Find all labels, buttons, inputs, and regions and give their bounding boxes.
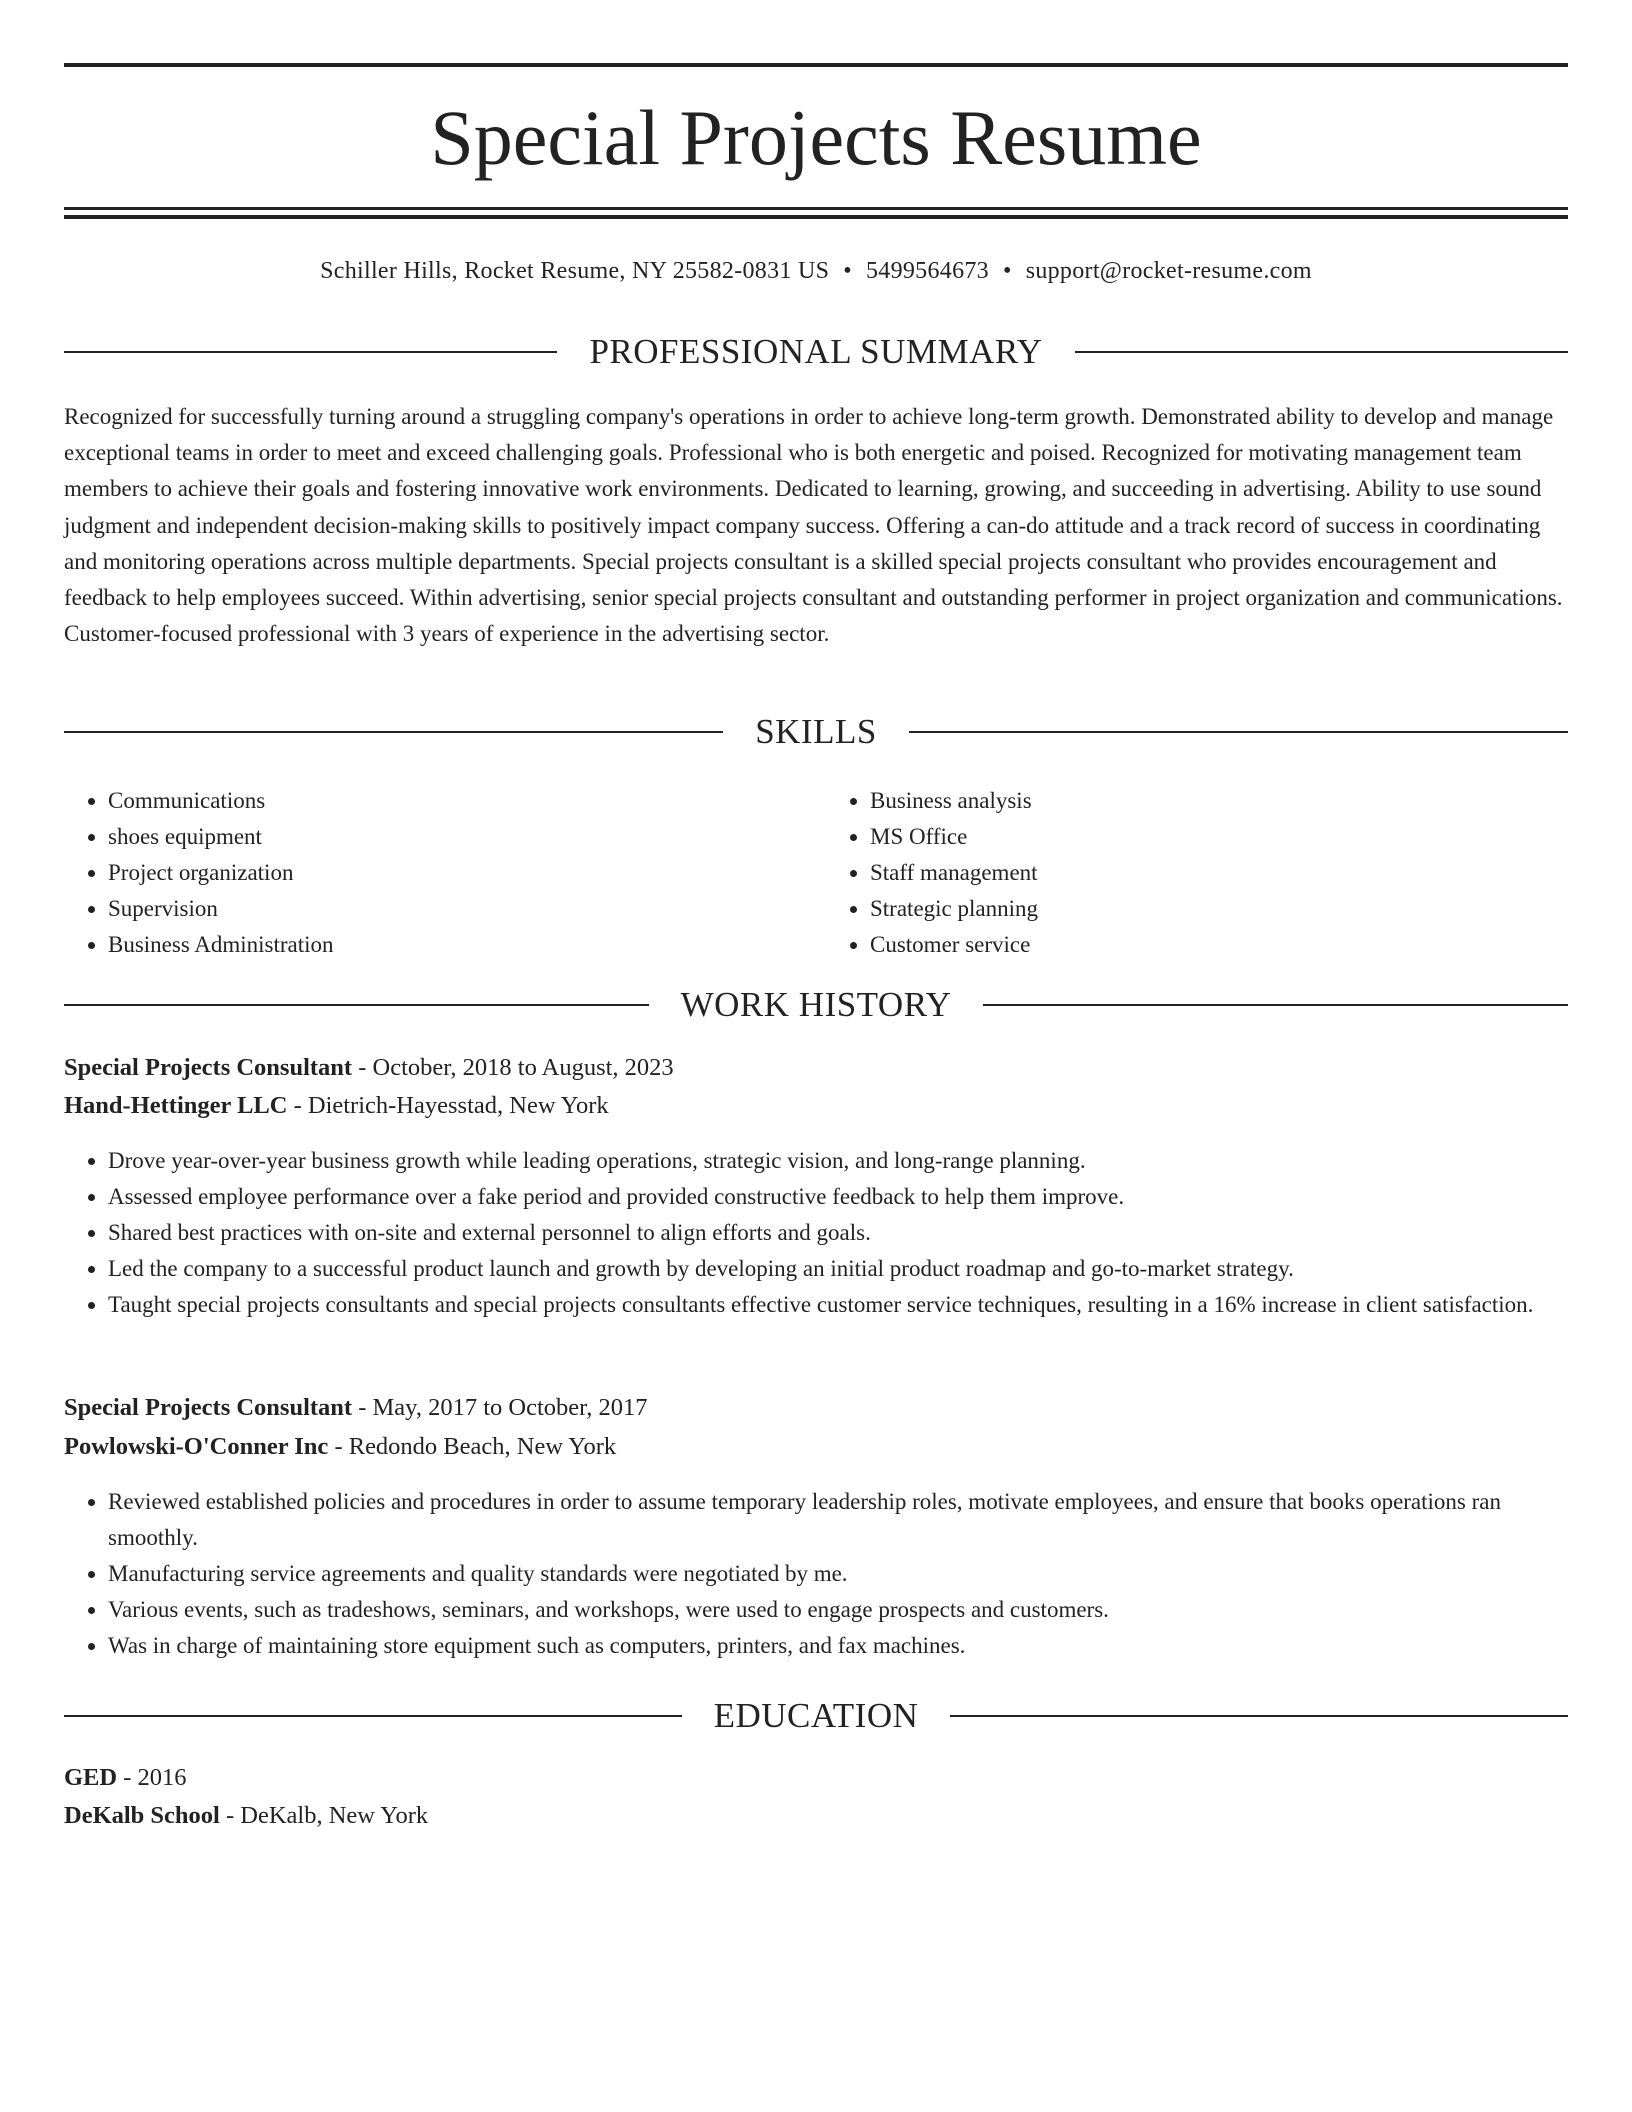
skill-item: • Business analysis: [870, 783, 1568, 819]
job-title-line: [64, 1390, 1568, 1426]
job-bullet: • Shared best practices with on-site and external personnel to align efforts and goals.: [108, 1215, 1612, 1251]
contact-line: [64, 254, 1568, 288]
heading-rule-left: [64, 1715, 682, 1717]
contact-separator: •: [843, 258, 852, 284]
summary-heading: [64, 330, 1568, 374]
work-heading-label: WORK HISTORY: [680, 985, 952, 1024]
skill-item: • Customer service: [870, 927, 1568, 963]
education-heading-label: EDUCATION: [713, 1696, 919, 1735]
education-location: - DeKalb, New York: [226, 1802, 429, 1829]
education-heading: [64, 1694, 1568, 1738]
job-company: Powlowski-O'Conner Inc: [64, 1433, 329, 1460]
job-location: - Dietrich-Hayesstad, New York: [293, 1092, 609, 1119]
heading-rule-right: [1075, 351, 1568, 353]
heading-rule-right: [909, 731, 1568, 733]
summary-text: Recognized for successfully turning around a struggling company's operations in order to achieve long-term growth. Demonstrated ability to develop and manage exceptional teams in order to meet and exceed challenging goals. Professional who is both energetic and poised. Recognized for motivating management team members to achieve their goals and fostering innovative work environments. Dedicated to learning, growing, and succeeding in advertising. Ability to use sound judgment and independent decision-making skills to positively impact company success. Offering a can-do attitude and a track record of success in coordinating and monitoring operations across multiple departments. Special projects consultant is a skilled special projects consultant who provides encouragement and feedback to help employees succeed. Within advertising, senior special projects consultant and outstanding performer in project organization and communications. Customer-focused professional with 3 years of experience in the advertising sector.: [64, 404, 1563, 647]
job-title: Special Projects Consultant: [64, 1394, 353, 1421]
heading-rule-left: [64, 351, 557, 353]
skill-item: • Supervision: [108, 891, 806, 927]
resume-title: Special Projects Resume: [430, 94, 1202, 181]
job-dates: - October, 2018 to August, 2023: [358, 1054, 674, 1081]
job-bullet: • Various events, such as tradeshows, seminars, and workshops, were used to engage prospects and customers.: [108, 1592, 1612, 1628]
skill-item: • MS Office: [870, 819, 1568, 855]
job-bullets: [64, 1143, 1612, 1323]
contact-address: Schiller Hills, Rocket Resume, NY 25582-0831 US: [320, 258, 830, 284]
heading-rule-left: [64, 1004, 649, 1006]
heading-rule-left: [64, 731, 723, 733]
job-bullet: • Reviewed established policies and procedures in order to assume temporary leadership roles, motivate employees, and ensure that books operations ran smoothly.: [108, 1484, 1612, 1556]
contact-email: support@rocket-resume.com: [1025, 258, 1312, 284]
job-bullets: [64, 1484, 1612, 1664]
job-bullet: • Drove year-over-year business growth while leading operations, strategic vision, and long-range planning.: [108, 1143, 1612, 1179]
job-bullet: • Taught special projects consultants and special projects consultants effective customer service techniques, resulting in a 16% increase in client satisfaction.: [108, 1287, 1612, 1323]
heading-rule-right: [950, 1715, 1568, 1717]
skills-heading: [64, 710, 1568, 754]
skill-item: • Staff management: [870, 855, 1568, 891]
job-bullet: • Manufacturing service agreements and quality standards were negotiated by me.: [108, 1556, 1612, 1592]
job-title-line: [64, 1050, 1568, 1086]
contact-separator: •: [1002, 258, 1012, 284]
summary-heading-label: PROFESSIONAL SUMMARY: [589, 332, 1043, 371]
job-location: - Redondo Beach, New York: [334, 1433, 617, 1460]
heading-rule-right: [983, 1004, 1568, 1006]
skills-column-left: [64, 783, 806, 963]
contact-phone: 5499564673: [865, 258, 989, 284]
job-company: Hand-Hettinger LLC: [64, 1092, 288, 1119]
top-rule: [64, 63, 1568, 67]
job-company-line: [64, 1088, 1568, 1124]
skill-item: • shoes equipment: [108, 819, 806, 855]
education-year: - 2016: [123, 1764, 187, 1791]
job-company-line: [64, 1429, 1568, 1465]
skill-item: • Strategic planning: [870, 891, 1568, 927]
skills-column-right: [826, 783, 1568, 963]
job-bullet: • Was in charge of maintaining store equipment such as computers, printers, and fax machines.: [108, 1628, 1612, 1664]
education-school: DeKalb School: [64, 1802, 220, 1829]
job-dates: - May, 2017 to October, 2017: [358, 1394, 648, 1421]
education-degree-line: [64, 1760, 1568, 1796]
skills-list: [64, 783, 1568, 963]
skills-heading-label: SKILLS: [755, 712, 877, 751]
education-school-line: [64, 1798, 1568, 1834]
skill-item: • Project organization: [108, 855, 806, 891]
work-heading: [64, 983, 1568, 1027]
job-title: Special Projects Consultant: [64, 1054, 353, 1081]
title-rule-lower: [64, 215, 1568, 219]
skill-item: • Business Administration: [108, 927, 806, 963]
education-degree: GED: [64, 1764, 118, 1791]
job-bullet: • Led the company to a successful product launch and growth by developing an initial product roadmap and go-to-market strategy.: [108, 1251, 1612, 1287]
skill-item: • Communications: [108, 783, 806, 819]
title-rule-upper: [64, 207, 1568, 210]
job-bullet: • Assessed employee performance over a fake period and provided constructive feedback to help them improve.: [108, 1179, 1612, 1215]
